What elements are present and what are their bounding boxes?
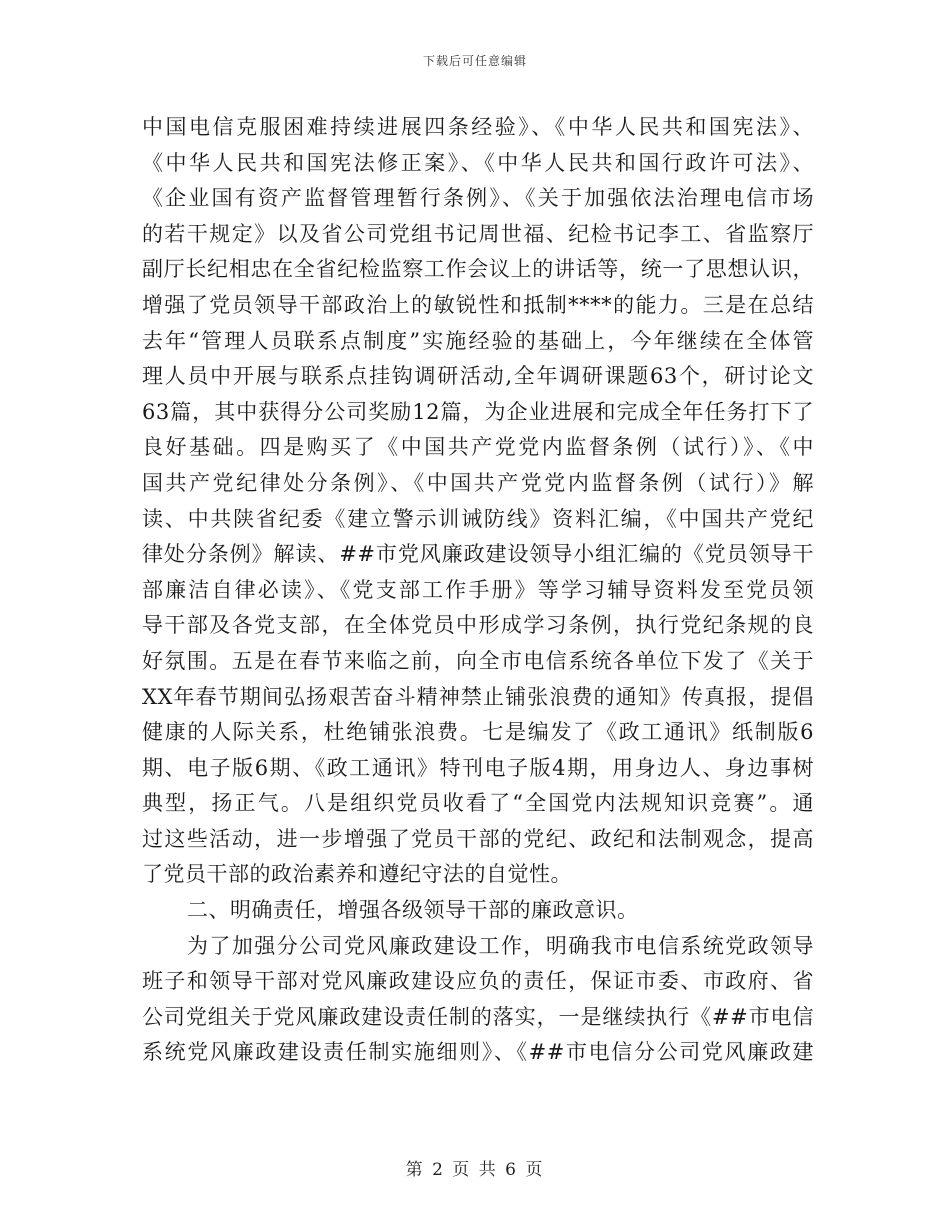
body-line: 典型，扬正气。八是组织党员收看了“全国党内法规知识竞赛”。通 — [142, 791, 814, 816]
body-line: 导干部及各党支部，在全体党员中形成学习条例，执行党纪条规的良 — [142, 613, 814, 638]
body-line: 中国电信克服困难持续进展四条经验》、《中华人民共和国宪法》、 — [142, 115, 814, 139]
body-line: XX年春节期间弘扬艰苦奋斗精神禁止铺张浪费的通知》传真报，提倡 — [142, 684, 814, 709]
body-line: 的若干规定》以及省公司党组书记周世福、纪检书记李工、省监察厅 — [142, 221, 814, 246]
body-line: 过这些活动，进一步增强了党员干部的党纪、政纪和法制观念，提高 — [142, 826, 814, 851]
body-line: 公司党组关于党风廉政建设责任制的落实，一是继续执行《##市电信 — [142, 1004, 814, 1029]
body-line: 良好基础。四是购买了《中国共产党党内监督条例（试行）》、《中 — [142, 435, 814, 460]
body-line: 好氛围。五是在春节来临之前，向全市电信系统各单位下发了《关于 — [142, 648, 814, 673]
page-header: 下载后可任意编辑 — [422, 54, 527, 68]
body-line: 班子和领导干部对党风廉政建设应负的责任，保证市委、市政府、省 — [142, 969, 814, 994]
page-footer: 第 2 页 共 6 页 — [405, 1160, 545, 1180]
document-body — [142, 110, 814, 1071]
body-line: 读、中共陕省纪委《建立警示训诫防线》资料汇编，《中国共产党纪 — [142, 506, 814, 531]
body-line: 了党员干部的政治素养和遵纪守法的自觉性。 — [142, 862, 572, 887]
body-line: 健康的人际关系，杜绝铺张浪费。七是编发了《政工通讯》纸制版6 — [142, 720, 814, 745]
body-line: 《企业国有资产监督管理暂行条例》、《关于加强依法治理电信市场 — [142, 186, 814, 211]
body-line: 国共产党纪律处分条例》、《中国共产党党内监督条例（试行）》解 — [142, 470, 814, 495]
body-line: 期、电子版6期、《政工通讯》特刊电子版4期，用身边人、身边事树 — [142, 755, 814, 780]
body-line: 增强了党员领导干部政治上的敏锐性和抵制****的能力。三是在总结 — [142, 292, 814, 317]
body-line: 副厅长纪相忠在全省纪检监察工作会议上的讲话等，统一了思想认识， — [142, 257, 814, 282]
body-line: 为了加强分公司党风廉政建设工作，明确我市电信系统党政领导 — [187, 933, 814, 958]
body-line: 律处分条例》解读、##市党风廉政建设领导小组汇编的《党员领导干 — [142, 542, 814, 567]
body-line: 部廉洁自律必读》、《党支部工作手册》等学习辅导资料发至党员领 — [142, 577, 814, 602]
body-line: 去年“管理人员联系点制度”实施经验的基础上，今年继续在全体管 — [142, 328, 814, 353]
section-heading: 二、明确责任，增强各级领导干部的廉政意识。 — [187, 898, 639, 923]
body-line: 理人员中开展与联系点挂钩调研活动,全年调研课题63个，研讨论文 — [142, 364, 814, 389]
body-line: 63篇，其中获得分公司奖励12篇，为企业进展和完成全年任务打下了 — [142, 399, 814, 424]
body-line: 系统党风廉政建设责任制实施细则》、《##市电信分公司党风廉政建 — [142, 1040, 814, 1065]
body-line: 《中华人民共和国宪法修正案》、《中华人民共和国行政许可法》、 — [142, 150, 814, 175]
